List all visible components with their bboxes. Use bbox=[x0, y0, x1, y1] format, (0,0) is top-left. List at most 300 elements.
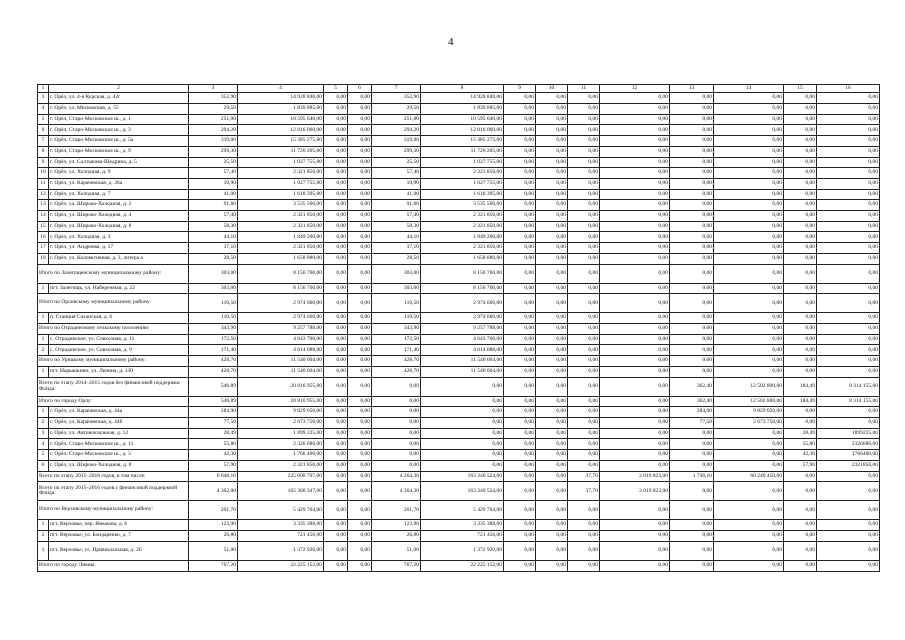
value-cell: 0,00 bbox=[784, 520, 817, 531]
column-number-cell: 2 bbox=[49, 85, 189, 93]
value-cell: 0,00 bbox=[568, 501, 600, 520]
value-cell: 0,00 bbox=[324, 366, 348, 377]
address-cell: г. Орёл, ул. Андреева, д. 17 bbox=[49, 243, 189, 254]
subtotal-label: Всего по этапу 2015–2016 годов с финансовой поддержкой Фонда: bbox=[38, 482, 189, 501]
value-cell: 0,00 bbox=[670, 114, 714, 125]
value-cell: 8 156 760,00 bbox=[238, 264, 324, 283]
value-cell: 0,00 bbox=[817, 283, 880, 294]
value-cell: 0,00 bbox=[600, 104, 670, 115]
value-cell: 0,00 bbox=[421, 418, 504, 429]
value-cell: 0,00 bbox=[324, 471, 348, 482]
value-cell: 284,90 bbox=[189, 407, 238, 418]
value-cell: 0,00 bbox=[600, 531, 670, 542]
value-cell: 0,00 bbox=[421, 439, 504, 450]
value-cell: 0,00 bbox=[372, 439, 421, 450]
table-row bbox=[38, 541, 880, 560]
value-cell: 0,00 bbox=[348, 294, 372, 313]
value-cell: 0,00 bbox=[324, 104, 348, 115]
value-cell: 0,00 bbox=[784, 541, 817, 560]
value-cell: 303,00 bbox=[372, 264, 421, 283]
subtotal-label: Всего по этапу 2015–2016 годов, в том числе: bbox=[38, 471, 189, 482]
value-cell: 0,00 bbox=[714, 146, 784, 157]
value-cell: 0,00 bbox=[536, 377, 568, 396]
address-cell: пгт. Залегощь, ул. Набережная, д. 22 bbox=[49, 283, 189, 294]
value-cell: 0,00 bbox=[348, 396, 372, 407]
value-cell: 0,00 bbox=[817, 366, 880, 377]
value-cell: 0,00 bbox=[784, 294, 817, 313]
value-cell: 0,00 bbox=[324, 560, 348, 571]
value-cell: 11 726 205,00 bbox=[421, 146, 504, 157]
table-row bbox=[38, 221, 880, 232]
value-cell: 0,00 bbox=[714, 283, 784, 294]
value-cell: 25,50 bbox=[372, 157, 421, 168]
value-cell: 0,00 bbox=[348, 146, 372, 157]
value-cell: 0,00 bbox=[817, 146, 880, 157]
value-cell: 0,00 bbox=[372, 377, 421, 396]
value-cell: 0,00 bbox=[714, 168, 784, 179]
value-cell: 428,70 bbox=[372, 366, 421, 377]
row-number: 17 bbox=[38, 243, 49, 254]
row-number: 1 bbox=[38, 283, 49, 294]
value-cell: 0,00 bbox=[348, 560, 372, 571]
table-row bbox=[38, 407, 880, 418]
value-cell: 10,90 bbox=[189, 178, 238, 189]
value-cell: 0,00 bbox=[568, 324, 600, 335]
value-cell: 0,00 bbox=[372, 418, 421, 429]
value-cell: 0,00 bbox=[817, 168, 880, 179]
value-cell: 8 314 155,00 bbox=[817, 396, 880, 407]
value-cell: 1 849 200,00 bbox=[238, 232, 324, 243]
address-cell: г. Орёл, ул. Карачевская, д. 44б bbox=[49, 418, 189, 429]
value-cell: 0,00 bbox=[817, 104, 880, 115]
value-cell: 10 595 640,00 bbox=[238, 114, 324, 125]
address-cell: г. Орёл, ул. 4-я Курская, д. 42г bbox=[49, 93, 189, 104]
value-cell: 0,00 bbox=[324, 428, 348, 439]
value-cell: 0,00 bbox=[784, 114, 817, 125]
value-cell: 0,00 bbox=[568, 520, 600, 531]
subtotal-label: Итого по Верховскому муниципальному району: bbox=[38, 501, 189, 520]
value-cell: 0,00 bbox=[372, 407, 421, 418]
value-cell: 28,50 bbox=[189, 253, 238, 264]
table-row bbox=[38, 136, 880, 147]
column-number-cell: 10 bbox=[536, 85, 568, 93]
value-cell: 0,00 bbox=[817, 313, 880, 324]
value-cell: 9 257 788,00 bbox=[421, 324, 504, 335]
value-cell: 0,00 bbox=[504, 136, 536, 147]
value-cell: 0,00 bbox=[600, 93, 670, 104]
value-cell: 0,00 bbox=[714, 334, 784, 345]
value-cell: 1766400,00 bbox=[817, 450, 880, 461]
row-number: 1 bbox=[38, 334, 49, 345]
value-cell: 4 643 700,00 bbox=[421, 334, 504, 345]
value-cell: 37,70 bbox=[568, 471, 600, 482]
row-number: 5 bbox=[38, 450, 49, 461]
value-cell: 0,00 bbox=[670, 313, 714, 324]
value-cell: 0,00 bbox=[324, 418, 348, 429]
value-cell: 22 225 152,00 bbox=[238, 560, 324, 571]
value-cell: 110,50 bbox=[189, 313, 238, 324]
row-number: 1 bbox=[38, 407, 49, 418]
value-cell: 0,00 bbox=[536, 243, 568, 254]
value-cell: 1 618 395,00 bbox=[238, 189, 324, 200]
value-cell: 0,00 bbox=[600, 189, 670, 200]
value-cell: 0,00 bbox=[670, 283, 714, 294]
value-cell: 184,49 bbox=[784, 396, 817, 407]
table-row bbox=[38, 520, 880, 531]
address-cell: с. Отрадинское, ул. Совхозная, д. 9 bbox=[49, 345, 189, 356]
value-cell: 0,00 bbox=[348, 221, 372, 232]
value-cell: 0,00 bbox=[536, 541, 568, 560]
value-cell: 29,50 bbox=[189, 104, 238, 115]
value-cell: 0,00 bbox=[324, 114, 348, 125]
value-cell: 11 540 604,00 bbox=[421, 356, 504, 367]
address-cell: г. Орёл, ул. Широко-Холодная, д. 8 bbox=[49, 460, 189, 471]
value-cell: 0,00 bbox=[536, 482, 568, 501]
value-cell: 0,00 bbox=[568, 200, 600, 211]
value-cell: 0,00 bbox=[536, 396, 568, 407]
value-cell: 0,00 bbox=[670, 136, 714, 147]
value-cell: 362,40 bbox=[670, 377, 714, 396]
value-cell: 58,30 bbox=[372, 221, 421, 232]
value-cell: 1 027 755,00 bbox=[421, 157, 504, 168]
row-number: 16 bbox=[38, 232, 49, 243]
row-number: 6 bbox=[38, 125, 49, 136]
value-cell: 171,40 bbox=[372, 345, 421, 356]
value-cell: 0,00 bbox=[536, 200, 568, 211]
value-cell: 0,00 bbox=[714, 221, 784, 232]
value-cell: 0,00 bbox=[670, 450, 714, 461]
value-cell: 0,00 bbox=[670, 356, 714, 367]
value-cell: 0,00 bbox=[348, 418, 372, 429]
value-cell: 0,00 bbox=[600, 418, 670, 429]
value-cell: 0,00 bbox=[348, 356, 372, 367]
value-cell: 0,00 bbox=[324, 396, 348, 407]
row-number: 11 bbox=[38, 178, 49, 189]
value-cell: 12 502 800,00 bbox=[714, 377, 784, 396]
value-cell: 0,00 bbox=[714, 460, 784, 471]
value-cell: 0,00 bbox=[600, 560, 670, 571]
column-number-cell: 11 bbox=[568, 85, 600, 93]
value-cell: 319,00 bbox=[189, 136, 238, 147]
address-cell: п. Станция Саханская, д. 6 bbox=[49, 313, 189, 324]
value-cell: 0,00 bbox=[600, 178, 670, 189]
value-cell: 37,70 bbox=[568, 482, 600, 501]
value-cell: 0,00 bbox=[504, 450, 536, 461]
value-cell: 0,00 bbox=[536, 531, 568, 542]
value-cell: 0,00 bbox=[372, 428, 421, 439]
value-cell: 0,00 bbox=[536, 157, 568, 168]
value-cell: 0,00 bbox=[817, 418, 880, 429]
value-cell: 294,20 bbox=[189, 125, 238, 136]
value-cell: 0,00 bbox=[784, 125, 817, 136]
value-cell: 0,00 bbox=[817, 520, 880, 531]
value-cell: 37,10 bbox=[189, 243, 238, 254]
value-cell: 0,00 bbox=[784, 221, 817, 232]
value-cell: 0,00 bbox=[324, 531, 348, 542]
value-cell: 77,50 bbox=[189, 418, 238, 429]
table-row bbox=[38, 283, 880, 294]
table-row bbox=[38, 428, 880, 439]
address-cell: г. Орёл, ул. Холодная, д. 7 bbox=[49, 189, 189, 200]
value-cell: 171,40 bbox=[189, 345, 238, 356]
column-number-cell: 9 bbox=[504, 85, 536, 93]
row-number: 14 bbox=[38, 211, 49, 222]
value-cell: 0,00 bbox=[536, 136, 568, 147]
value-cell: 0,00 bbox=[504, 471, 536, 482]
value-cell: 0,00 bbox=[504, 560, 536, 571]
value-cell: 0,00 bbox=[504, 232, 536, 243]
value-cell: 0,00 bbox=[784, 211, 817, 222]
value-cell: 0,00 bbox=[714, 178, 784, 189]
value-cell: 3 335 388,00 bbox=[421, 520, 504, 531]
address-cell: г. Орёл, Старо-Московское ш., д. 5а bbox=[49, 136, 189, 147]
value-cell: 2 321 850,00 bbox=[238, 221, 324, 232]
value-cell: 0,00 bbox=[817, 560, 880, 571]
value-cell: 0,00 bbox=[670, 482, 714, 501]
value-cell: 0,00 bbox=[421, 407, 504, 418]
value-cell: 0,00 bbox=[600, 366, 670, 377]
column-number-cell: 15 bbox=[784, 85, 817, 93]
value-cell: 57,40 bbox=[372, 211, 421, 222]
value-cell: 0,00 bbox=[670, 168, 714, 179]
value-cell: 0,00 bbox=[568, 125, 600, 136]
value-cell: 0,00 bbox=[568, 439, 600, 450]
value-cell: 0,00 bbox=[536, 283, 568, 294]
row-number: 1 bbox=[38, 313, 49, 324]
value-cell: 0,00 bbox=[784, 264, 817, 283]
value-cell: 0,00 bbox=[504, 531, 536, 542]
subtotal-row bbox=[38, 482, 880, 501]
row-number: 4 bbox=[38, 104, 49, 115]
value-cell: 51,00 bbox=[189, 541, 238, 560]
address-cell: г. Орёл, Старо-Московское ш., д. 9 bbox=[49, 146, 189, 157]
value-cell: 0,00 bbox=[817, 531, 880, 542]
value-cell: 0,00 bbox=[784, 334, 817, 345]
value-cell: 0,00 bbox=[504, 482, 536, 501]
value-cell: 8 156 760,00 bbox=[421, 264, 504, 283]
value-cell: 721 456,00 bbox=[238, 531, 324, 542]
value-cell: 0,00 bbox=[784, 418, 817, 429]
value-cell: 0,00 bbox=[784, 324, 817, 335]
row-number: 2 bbox=[38, 345, 49, 356]
table-row bbox=[38, 313, 880, 324]
value-cell: 1 746,10 bbox=[670, 471, 714, 482]
value-cell: 0,00 bbox=[348, 471, 372, 482]
value-cell: 0,00 bbox=[670, 232, 714, 243]
subtotal-label: Итого по городу Ливны: bbox=[38, 560, 189, 571]
value-cell: 0,00 bbox=[568, 345, 600, 356]
value-cell: 0,00 bbox=[348, 264, 372, 283]
value-cell: 4 614 088,00 bbox=[421, 345, 504, 356]
value-cell: 0,00 bbox=[600, 264, 670, 283]
subtotal-row bbox=[38, 396, 880, 407]
value-cell: 0,00 bbox=[536, 264, 568, 283]
value-cell: 0,00 bbox=[504, 253, 536, 264]
value-cell: 0,00 bbox=[348, 93, 372, 104]
value-cell: 3 535 560,00 bbox=[238, 200, 324, 211]
value-cell: 0,00 bbox=[348, 428, 372, 439]
value-cell: 0,00 bbox=[600, 313, 670, 324]
address-cell: г. Орёл, Старо-Московское ш., д. 3 bbox=[49, 125, 189, 136]
value-cell: 0,00 bbox=[568, 114, 600, 125]
table-row bbox=[38, 345, 880, 356]
value-cell: 184,49 bbox=[784, 377, 817, 396]
value-cell: 1 027 755,00 bbox=[238, 157, 324, 168]
value-cell: 0,00 bbox=[348, 232, 372, 243]
value-cell: 1 372 920,00 bbox=[421, 541, 504, 560]
value-cell: 0,00 bbox=[536, 221, 568, 232]
value-cell: 0,00 bbox=[817, 541, 880, 560]
value-cell: 0,00 bbox=[600, 501, 670, 520]
table-row bbox=[38, 253, 880, 264]
value-cell: 8 156 760,00 bbox=[238, 283, 324, 294]
value-cell: 284,90 bbox=[670, 407, 714, 418]
value-cell: 1 372 920,00 bbox=[238, 541, 324, 560]
value-cell: 11 726 205,00 bbox=[238, 146, 324, 157]
value-cell: 0,00 bbox=[817, 178, 880, 189]
row-number: 6 bbox=[38, 460, 49, 471]
value-cell: 0,00 bbox=[600, 396, 670, 407]
value-cell: 2326680,00 bbox=[817, 439, 880, 450]
value-cell: 42,30 bbox=[189, 450, 238, 461]
value-cell: 0,00 bbox=[504, 93, 536, 104]
address-cell: г. Орёл, ул. Холодная, д. 9 bbox=[49, 168, 189, 179]
value-cell: 28,50 bbox=[372, 253, 421, 264]
value-cell: 0,00 bbox=[348, 460, 372, 471]
value-cell: 299,30 bbox=[189, 146, 238, 157]
table-row bbox=[38, 157, 880, 168]
value-cell: 0,00 bbox=[817, 93, 880, 104]
value-cell: 0,00 bbox=[421, 377, 504, 396]
value-cell: 0,00 bbox=[670, 428, 714, 439]
data-table bbox=[37, 84, 880, 572]
value-cell: 0,00 bbox=[714, 313, 784, 324]
value-cell: 0,00 bbox=[324, 157, 348, 168]
row-number: 1 bbox=[38, 366, 49, 377]
value-cell: 0,00 bbox=[504, 345, 536, 356]
value-cell: 14 928 840,00 bbox=[421, 93, 504, 104]
value-cell: 0,00 bbox=[568, 294, 600, 313]
table-row bbox=[38, 439, 880, 450]
value-cell: 428,70 bbox=[372, 356, 421, 367]
table-row bbox=[38, 450, 880, 461]
value-cell: 0,00 bbox=[568, 221, 600, 232]
address-cell: г. Орёл, ул. Автовокзальная, д. 12 bbox=[49, 428, 189, 439]
value-cell: 0,00 bbox=[784, 93, 817, 104]
value-cell: 0,00 bbox=[504, 283, 536, 294]
value-cell: 0,00 bbox=[784, 253, 817, 264]
value-cell: 0,00 bbox=[504, 356, 536, 367]
value-cell: 0,00 bbox=[568, 104, 600, 115]
value-cell: 0,00 bbox=[348, 345, 372, 356]
value-cell: 0,00 bbox=[504, 407, 536, 418]
value-cell: 0,00 bbox=[536, 104, 568, 115]
value-cell: 299,30 bbox=[372, 146, 421, 157]
value-cell: 0,00 bbox=[324, 520, 348, 531]
value-cell: 225 600 797,00 bbox=[238, 471, 324, 482]
row-number: 3 bbox=[38, 541, 49, 560]
row-number: 18 bbox=[38, 253, 49, 264]
value-cell: 0,00 bbox=[348, 283, 372, 294]
value-cell: 0,00 bbox=[568, 541, 600, 560]
value-cell: 0,00 bbox=[348, 482, 372, 501]
value-cell: 0,00 bbox=[536, 520, 568, 531]
value-cell: 2 974 660,00 bbox=[421, 294, 504, 313]
value-cell: 0,00 bbox=[600, 345, 670, 356]
value-cell: 303,00 bbox=[189, 283, 238, 294]
value-cell: 0,00 bbox=[784, 168, 817, 179]
value-cell: 0,00 bbox=[504, 114, 536, 125]
value-cell: 0,00 bbox=[784, 243, 817, 254]
value-cell: 0,00 bbox=[568, 211, 600, 222]
value-cell: 0,00 bbox=[714, 450, 784, 461]
value-cell: 77,50 bbox=[670, 418, 714, 429]
value-cell: 0,00 bbox=[536, 125, 568, 136]
value-cell: 0,00 bbox=[568, 253, 600, 264]
value-cell: 0,00 bbox=[817, 253, 880, 264]
value-cell: 0,00 bbox=[600, 541, 670, 560]
value-cell: 0,00 bbox=[568, 396, 600, 407]
value-cell: 0,00 bbox=[348, 520, 372, 531]
value-cell: 0,00 bbox=[536, 460, 568, 471]
value-cell: 0,00 bbox=[670, 93, 714, 104]
column-number-cell: 13 bbox=[670, 85, 714, 93]
value-cell: 25,50 bbox=[189, 157, 238, 168]
value-cell: 0,00 bbox=[504, 146, 536, 157]
row-number: 3 bbox=[38, 93, 49, 104]
value-cell: 0,00 bbox=[536, 407, 568, 418]
table-row bbox=[38, 93, 880, 104]
value-cell: 0,00 bbox=[324, 294, 348, 313]
value-cell: 1 027 755,00 bbox=[421, 178, 504, 189]
row-number: 7 bbox=[38, 136, 49, 147]
value-cell: 0,00 bbox=[504, 366, 536, 377]
table-row bbox=[38, 460, 880, 471]
value-cell: 0,00 bbox=[536, 501, 568, 520]
value-cell: 8 314 155,00 bbox=[817, 377, 880, 396]
row-number: 5 bbox=[38, 114, 49, 125]
value-cell: 0,00 bbox=[600, 243, 670, 254]
value-cell: 0,00 bbox=[324, 93, 348, 104]
value-cell: 4 264,30 bbox=[372, 471, 421, 482]
table-row bbox=[38, 104, 880, 115]
value-cell: 0,00 bbox=[504, 541, 536, 560]
value-cell: 15 385 275,00 bbox=[238, 136, 324, 147]
value-cell: 0,00 bbox=[714, 114, 784, 125]
value-cell: 3 535 560,00 bbox=[421, 200, 504, 211]
value-cell: 0,00 bbox=[348, 243, 372, 254]
value-cell: 0,00 bbox=[348, 104, 372, 115]
value-cell: 1 849 200,00 bbox=[421, 232, 504, 243]
value-cell: 0,00 bbox=[568, 283, 600, 294]
value-cell: 0,00 bbox=[324, 243, 348, 254]
value-cell: 2 019 823,00 bbox=[600, 482, 670, 501]
value-cell: 172,50 bbox=[189, 334, 238, 345]
value-cell: 721 456,00 bbox=[421, 531, 504, 542]
value-cell: 0,00 bbox=[324, 482, 348, 501]
value-cell: 0,00 bbox=[784, 189, 817, 200]
value-cell: 55,80 bbox=[784, 439, 817, 450]
column-number-cell: 3 bbox=[189, 85, 238, 93]
value-cell: 0,00 bbox=[714, 482, 784, 501]
subtotal-label: Итого по Отрадинскому сельскому поселению: bbox=[38, 324, 189, 335]
value-cell: 2 321 850,00 bbox=[238, 168, 324, 179]
value-cell: 5 429 764,00 bbox=[238, 501, 324, 520]
value-cell: 1 839 885,00 bbox=[421, 104, 504, 115]
value-cell: 0,00 bbox=[324, 407, 348, 418]
value-cell: 343,90 bbox=[189, 324, 238, 335]
value-cell: 0,00 bbox=[504, 377, 536, 396]
